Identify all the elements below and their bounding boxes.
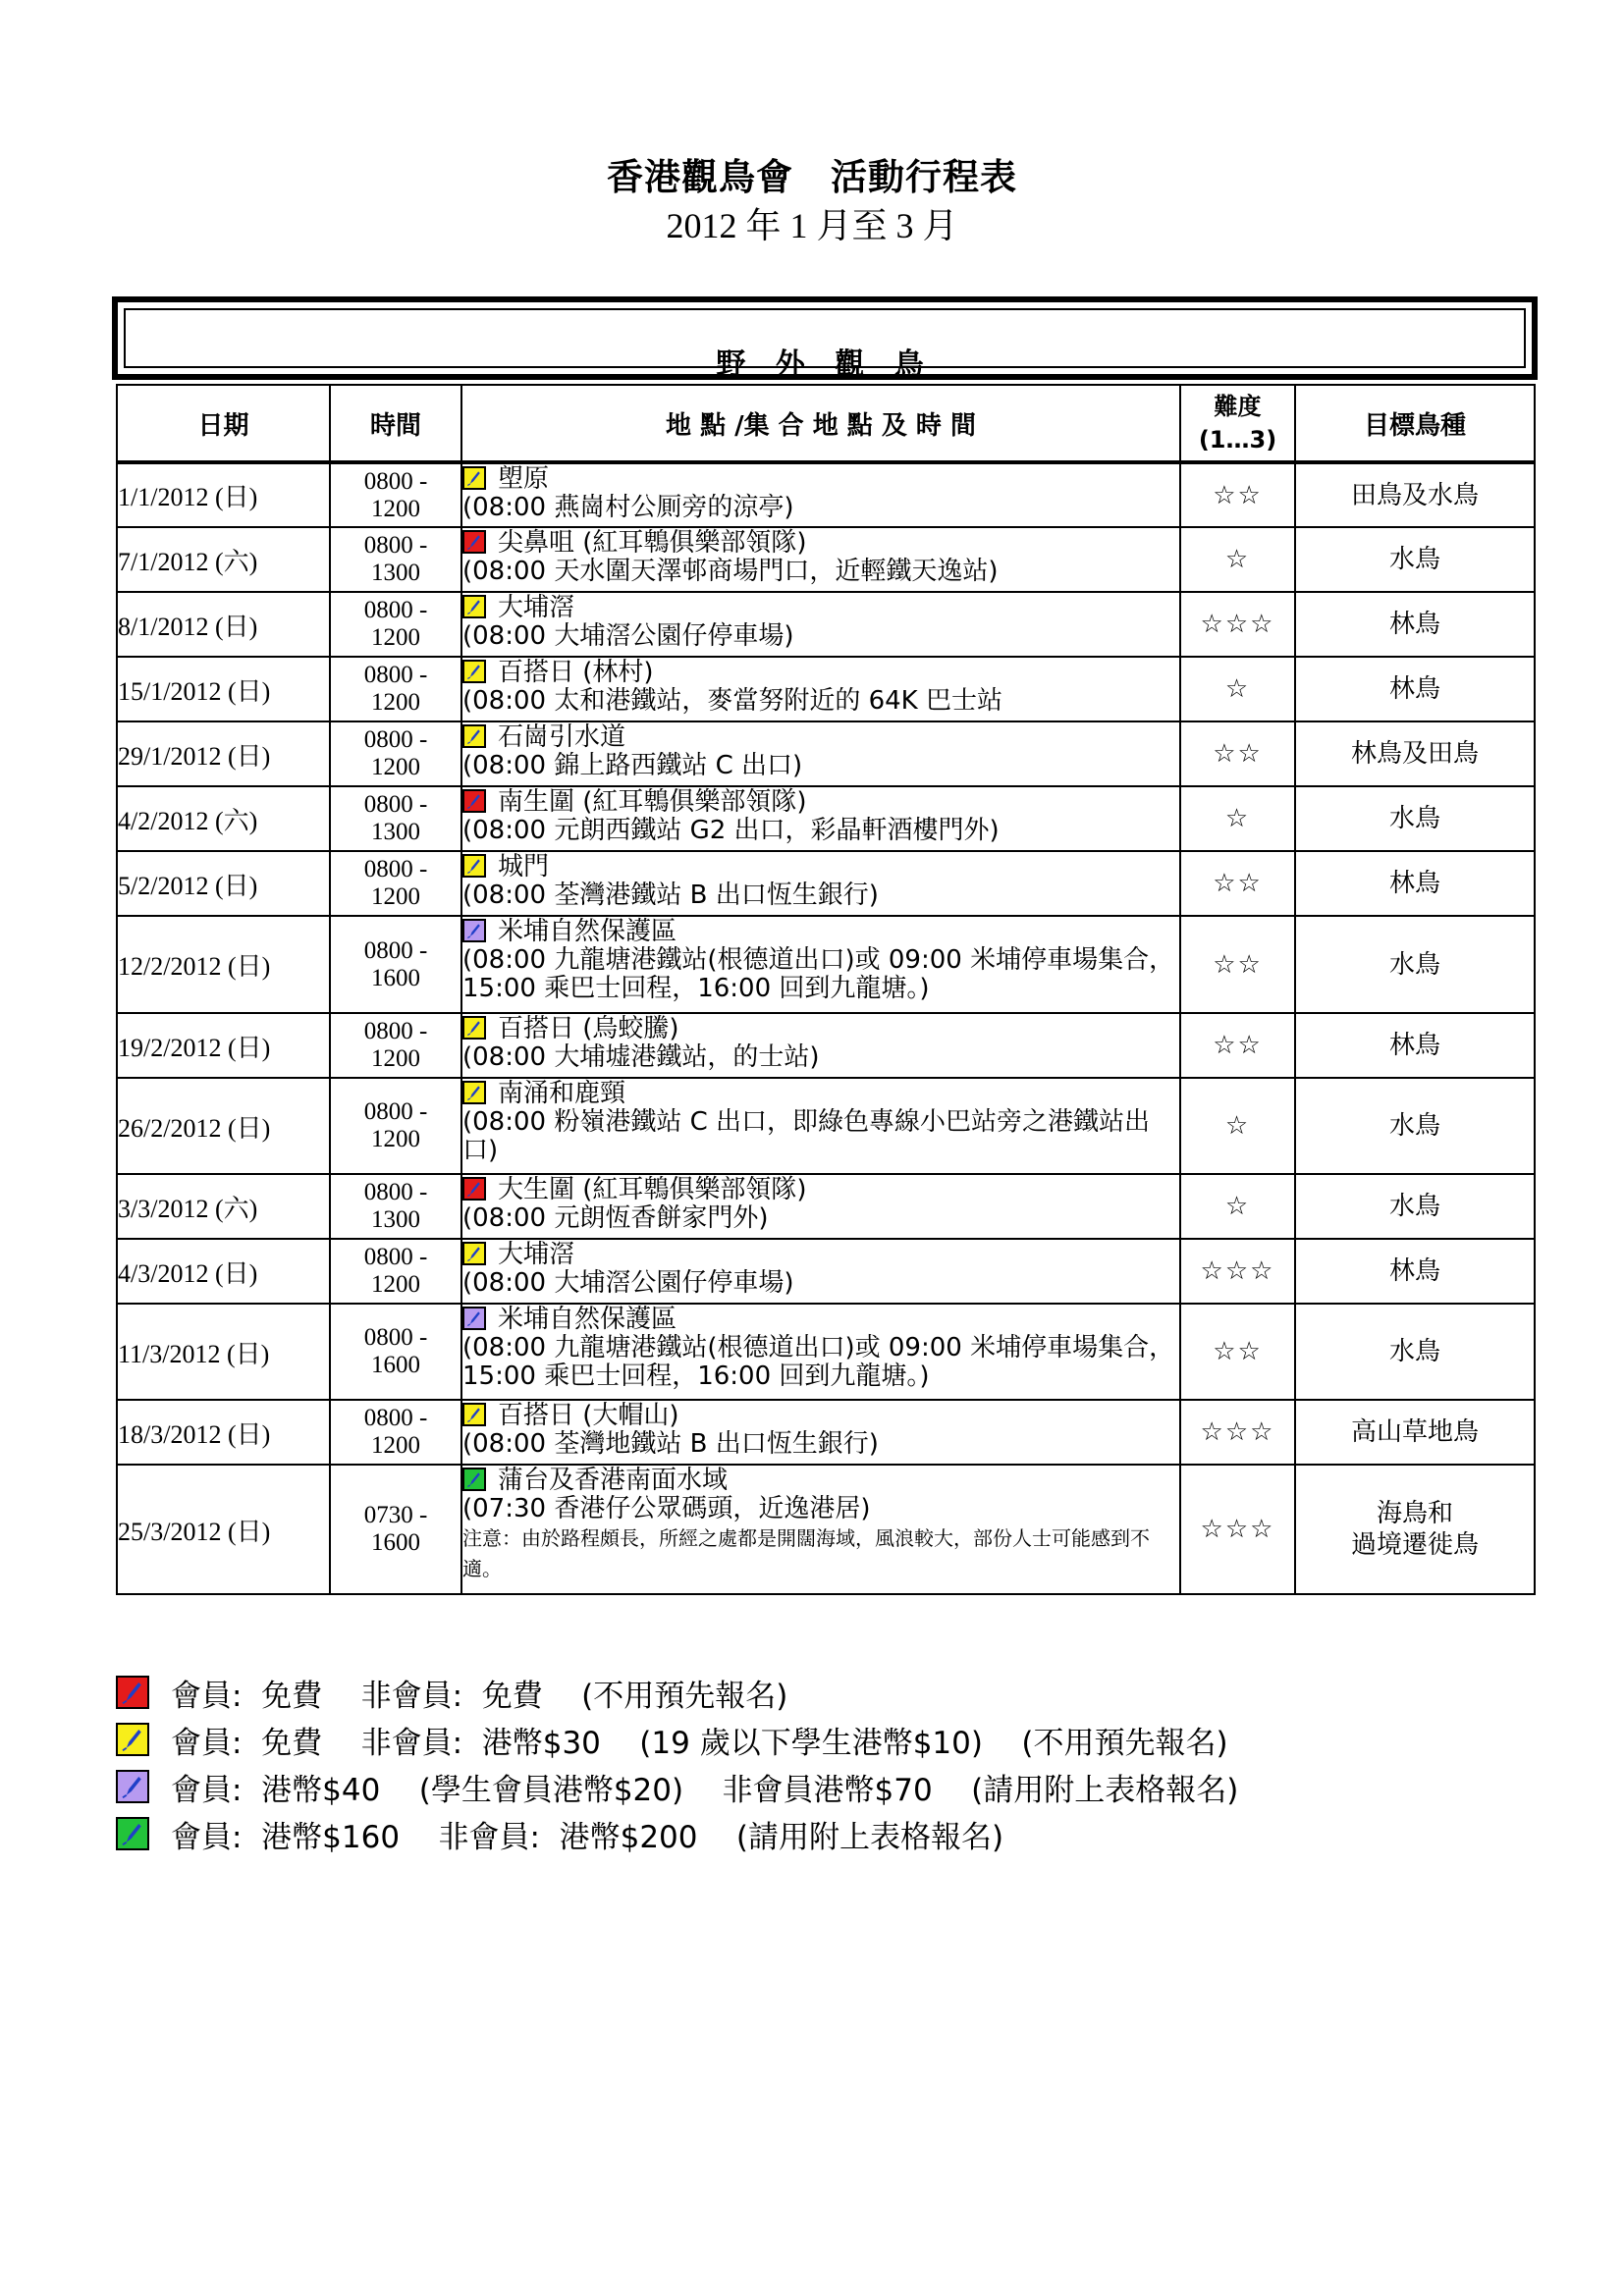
time-end: 1200 (371, 1126, 420, 1152)
green-fee-bird-icon (116, 1817, 149, 1850)
table-row (117, 916, 1535, 1013)
table-row (117, 721, 1535, 786)
cell-place (461, 1239, 1180, 1304)
place-name: 大埔滘 (498, 1240, 575, 1269)
time-end: 1300 (371, 560, 420, 586)
page-title: 香港觀鳥會 活動行程表 (607, 156, 1017, 198)
yellow-fee-bird-icon (462, 660, 486, 683)
red-fee-bird-icon (462, 1177, 486, 1201)
yellow-fee-bird-icon (462, 1242, 486, 1265)
time-end: 1200 (371, 883, 420, 910)
legend-item (116, 1716, 1238, 1763)
cell-place (461, 657, 1180, 721)
cell-target-birds (1295, 851, 1535, 916)
place-name: 米埔自然保護區 (498, 1305, 677, 1334)
place-meeting-detail: (08:00 元朗恆香餅家門外) (462, 1203, 769, 1233)
column-header-date: 日期 (117, 385, 330, 462)
table-row (117, 1078, 1535, 1174)
cell-date: 4/3/2012 (日) (117, 1239, 330, 1304)
yellow-fee-bird-icon (116, 1723, 149, 1756)
place-meeting-detail: (08:00 大埔滘公園仔停車場) (462, 1268, 794, 1298)
target-birds: 海鳥和 (1376, 1499, 1453, 1528)
time-end: 1200 (371, 754, 420, 780)
legend-text: 會員: 港幣$40 (學生會員港幣$20) 非會員港幣$70 (請用附上表格報名) (171, 1772, 1239, 1808)
cell-time (330, 657, 461, 721)
cell-target-birds (1295, 1078, 1535, 1174)
purple-fee-bird-icon (462, 919, 486, 942)
cell-place (461, 1078, 1180, 1174)
difficulty-stars: ☆ (1180, 527, 1295, 592)
fee-legend (116, 1669, 1238, 1857)
page-subtitle: 2012 年 1 月至 3 月 (666, 206, 958, 245)
cell-place (461, 786, 1180, 851)
cell-time (330, 1400, 461, 1465)
target-birds-line2: 過境遷徙鳥 (1350, 1530, 1479, 1560)
cell-target-birds (1295, 657, 1535, 721)
time-start: 0800 - (363, 936, 428, 964)
difficulty-stars: ☆☆☆ (1180, 592, 1295, 657)
place-name: 大生圍 (紅耳鵯俱樂部領隊) (498, 1175, 807, 1204)
time-start: 0800 - (363, 1324, 428, 1351)
legend-item (116, 1810, 1238, 1857)
table-row (117, 1400, 1535, 1465)
cell-place (461, 1400, 1180, 1465)
table-row (117, 786, 1535, 851)
cell-target-birds (1295, 1239, 1535, 1304)
cell-date: 5/2/2012 (日) (117, 851, 330, 916)
cell-date: 15/1/2012 (日) (117, 657, 330, 721)
difficulty-stars: ☆☆☆ (1180, 1465, 1295, 1594)
yellow-fee-bird-icon (462, 1016, 486, 1040)
time-start: 0800 - (363, 1018, 428, 1044)
time-end: 1600 (371, 964, 420, 991)
legend-text: 會員: 港幣$160 非會員: 港幣$200 (請用附上表格報名) (171, 1819, 1004, 1855)
time-start: 0800 - (363, 532, 428, 559)
purple-fee-bird-icon (116, 1770, 149, 1803)
difficulty-stars: ☆☆ (1180, 721, 1295, 786)
target-birds: 水鳥 (1388, 1337, 1440, 1366)
time-start: 0800 - (363, 1405, 428, 1431)
time-end: 1300 (371, 1206, 420, 1233)
cell-target-birds (1295, 786, 1535, 851)
time-start: 0800 - (363, 467, 428, 495)
cell-time (330, 786, 461, 851)
cell-target-birds (1295, 721, 1535, 786)
yellow-fee-bird-icon (462, 854, 486, 878)
cell-target-birds (1295, 1013, 1535, 1078)
difficulty-stars: ☆☆ (1180, 851, 1295, 916)
time-end: 1200 (371, 1432, 420, 1459)
section-title: 野 外 觀 鳥 (716, 347, 934, 382)
place-name: 塱原 (498, 464, 550, 494)
time-end: 1300 (371, 819, 420, 845)
cell-place (461, 1013, 1180, 1078)
cell-date: 3/3/2012 (六) (117, 1174, 330, 1239)
time-start: 0800 - (363, 1179, 428, 1205)
table-row (117, 851, 1535, 916)
time-end: 1200 (371, 689, 420, 716)
difficulty-stars: ☆☆☆ (1180, 1239, 1295, 1304)
place-meeting-detail: (07:30 香港仔公眾碼頭，近逸港居) (462, 1494, 871, 1523)
cell-time (330, 1239, 461, 1304)
red-fee-bird-icon (462, 530, 486, 554)
table-header-row (117, 385, 1535, 462)
target-birds: 林鳥 (1388, 610, 1440, 639)
cell-place (461, 1304, 1180, 1400)
target-birds: 水鳥 (1388, 804, 1440, 833)
time-start: 0800 - (363, 1244, 428, 1270)
place-meeting-detail: (08:00 元朗西鐵站 G2 出口，彩晶軒酒樓門外) (462, 816, 1000, 845)
cell-date: 26/2/2012 (日) (117, 1078, 330, 1174)
time-end: 1200 (371, 495, 420, 522)
cell-date: 7/1/2012 (六) (117, 527, 330, 592)
purple-fee-bird-icon (462, 1307, 486, 1330)
place-note: 注意：由於路程頗長，所經之處都是開闊海域，風浪較大，部份人士可能感到不適。 (462, 1526, 1150, 1580)
target-birds: 高山草地鳥 (1350, 1417, 1479, 1447)
table-row (117, 1174, 1535, 1239)
table-row (117, 592, 1535, 657)
table-row (117, 1013, 1535, 1078)
difficulty-stars: ☆☆ (1180, 916, 1295, 1013)
table-row (117, 462, 1535, 527)
cell-target-birds (1295, 462, 1535, 527)
difficulty-stars: ☆ (1180, 1078, 1295, 1174)
difficulty-stars: ☆☆ (1180, 1304, 1295, 1400)
time-start: 0730 - (363, 1502, 428, 1528)
target-birds: 林鳥 (1388, 1256, 1440, 1286)
cell-place (461, 916, 1180, 1013)
green-fee-bird-icon (462, 1468, 486, 1491)
cell-date: 29/1/2012 (日) (117, 721, 330, 786)
difficulty-label: 難度 (1214, 393, 1262, 420)
cell-place (461, 1174, 1180, 1239)
cell-target-birds (1295, 1465, 1535, 1594)
yellow-fee-bird-icon (462, 466, 486, 490)
difficulty-stars: ☆☆ (1180, 1013, 1295, 1078)
cell-place (461, 1465, 1180, 1594)
place-meeting-detail: (08:00 太和港鐵站，麥當努附近的 64K 巴士站 (462, 686, 1002, 716)
time-start: 0800 - (363, 1098, 428, 1125)
place-meeting-detail: (08:00 大埔滘公園仔停車場) (462, 621, 794, 651)
cell-date: 18/3/2012 (日) (117, 1400, 330, 1465)
place-name: 石崗引水道 (498, 722, 626, 752)
place-meeting-detail: (08:00 荃灣地鐵站 B 出口恆生銀行) (462, 1429, 879, 1459)
cell-target-birds (1295, 916, 1535, 1013)
time-end: 1200 (371, 1045, 420, 1072)
cell-target-birds (1295, 1400, 1535, 1465)
place-meeting-detail: (08:00 天水圍天澤邨商場門口，近輕鐵天逸站) (462, 557, 999, 586)
column-header-time: 時間 (330, 385, 461, 462)
place-name: 南生圍 (紅耳鵯俱樂部領隊) (498, 787, 807, 817)
target-birds: 林鳥 (1388, 869, 1440, 898)
time-end: 1600 (371, 1529, 420, 1556)
cell-time (330, 851, 461, 916)
place-meeting-detail: (08:00 粉嶺港鐵站 C 出口，即綠色專線小巴站旁之港鐵站出口) (462, 1107, 1151, 1165)
place-name: 百搭日 (烏蛟騰) (498, 1014, 679, 1043)
target-birds: 林鳥及田鳥 (1350, 739, 1479, 769)
cell-time (330, 462, 461, 527)
time-end: 1600 (371, 1352, 420, 1378)
legend-text: 會員: 免費 非會員: 免費 (不用預先報名) (171, 1678, 788, 1714)
difficulty-range: (1…3) (1198, 426, 1277, 454)
time-start: 0800 - (363, 662, 428, 688)
table-row (117, 527, 1535, 592)
difficulty-stars: ☆ (1180, 1174, 1295, 1239)
time-end: 1200 (371, 624, 420, 651)
red-fee-bird-icon (116, 1676, 149, 1709)
place-meeting-detail: (08:00 錦上路西鐵站 C 出口) (462, 751, 803, 780)
cell-date: 8/1/2012 (日) (117, 592, 330, 657)
cell-place (461, 462, 1180, 527)
legend-text: 會員: 免費 非會員: 港幣$30 (19 歲以下學生港幣$10) (不用預先報名) (171, 1725, 1228, 1761)
cell-place (461, 527, 1180, 592)
time-start: 0800 - (363, 726, 428, 753)
schedule-table (116, 384, 1536, 1595)
section-header-box (112, 296, 1538, 380)
cell-date: 25/3/2012 (日) (117, 1465, 330, 1594)
place-name: 大埔滘 (498, 593, 575, 622)
yellow-fee-bird-icon (462, 1403, 486, 1426)
cell-time (330, 1465, 461, 1594)
cell-date: 11/3/2012 (日) (117, 1304, 330, 1400)
difficulty-stars: ☆☆ (1180, 462, 1295, 527)
cell-date: 12/2/2012 (日) (117, 916, 330, 1013)
place-meeting-detail: (08:00 大埔墟港鐵站，的士站) (462, 1042, 820, 1072)
column-header-difficulty (1180, 385, 1295, 462)
target-birds: 水鳥 (1388, 1192, 1440, 1221)
cell-target-birds (1295, 1174, 1535, 1239)
place-meeting-detail: (08:00 燕崗村公厠旁的涼亭) (462, 493, 794, 522)
target-birds: 水鳥 (1388, 1111, 1440, 1141)
place-name: 米埔自然保護區 (498, 917, 677, 946)
time-start: 0800 - (363, 597, 428, 623)
table-row (117, 1239, 1535, 1304)
cell-time (330, 592, 461, 657)
place-name: 南涌和鹿頸 (498, 1079, 626, 1108)
place-name: 百搭日 (大帽山) (498, 1401, 679, 1430)
cell-date: 19/2/2012 (日) (117, 1013, 330, 1078)
legend-item (116, 1763, 1238, 1810)
table-row (117, 657, 1535, 721)
cell-place (461, 592, 1180, 657)
column-header-target: 目標鳥種 (1295, 385, 1535, 462)
time-start: 0800 - (363, 791, 428, 818)
cell-time (330, 721, 461, 786)
cell-place (461, 851, 1180, 916)
target-birds: 林鳥 (1388, 674, 1440, 704)
red-fee-bird-icon (462, 789, 486, 813)
cell-date: 4/2/2012 (六) (117, 786, 330, 851)
difficulty-stars: ☆ (1180, 657, 1295, 721)
target-birds: 水鳥 (1388, 949, 1440, 980)
cell-target-birds (1295, 527, 1535, 592)
table-row (117, 1465, 1535, 1594)
yellow-fee-bird-icon (462, 724, 486, 748)
cell-time (330, 1078, 461, 1174)
column-header-place: 地 點 /集 合 地 點 及 時 間 (461, 385, 1180, 462)
target-birds: 田鳥及水鳥 (1350, 480, 1479, 510)
place-meeting-detail: (08:00 九龍塘港鐵站(根德道出口)或 09:00 米埔停車場集合，15:00 乘巴士回程，16:00 回到九龍塘。) (462, 1333, 1175, 1391)
yellow-fee-bird-icon (462, 1081, 486, 1104)
difficulty-stars: ☆☆☆ (1180, 1400, 1295, 1465)
cell-time (330, 527, 461, 592)
place-meeting-detail: (08:00 九龍塘港鐵站(根德道出口)或 09:00 米埔停車場集合，15:00 乘巴士回程，16:00 回到九龍塘。) (462, 945, 1175, 1003)
time-start: 0800 - (363, 856, 428, 882)
cell-date: 1/1/2012 (日) (117, 462, 330, 527)
place-name: 蒲台及香港南面水域 (498, 1466, 729, 1495)
difficulty-stars: ☆ (1180, 786, 1295, 851)
legend-item (116, 1669, 1238, 1716)
place-name: 尖鼻咀 (紅耳鵯俱樂部領隊) (498, 528, 807, 558)
cell-target-birds (1295, 592, 1535, 657)
cell-time (330, 1013, 461, 1078)
place-name: 城門 (498, 852, 550, 881)
time-end: 1200 (371, 1271, 420, 1298)
cell-time (330, 1174, 461, 1239)
cell-place (461, 721, 1180, 786)
target-birds: 林鳥 (1388, 1031, 1440, 1060)
table-row (117, 1304, 1535, 1400)
target-birds: 水鳥 (1388, 545, 1440, 574)
place-meeting-detail: (08:00 荃灣港鐵站 B 出口恆生銀行) (462, 881, 879, 910)
yellow-fee-bird-icon (462, 595, 486, 618)
place-name: 百搭日 (林村) (498, 658, 654, 687)
cell-time (330, 916, 461, 1013)
cell-time (330, 1304, 461, 1400)
cell-target-birds (1295, 1304, 1535, 1400)
